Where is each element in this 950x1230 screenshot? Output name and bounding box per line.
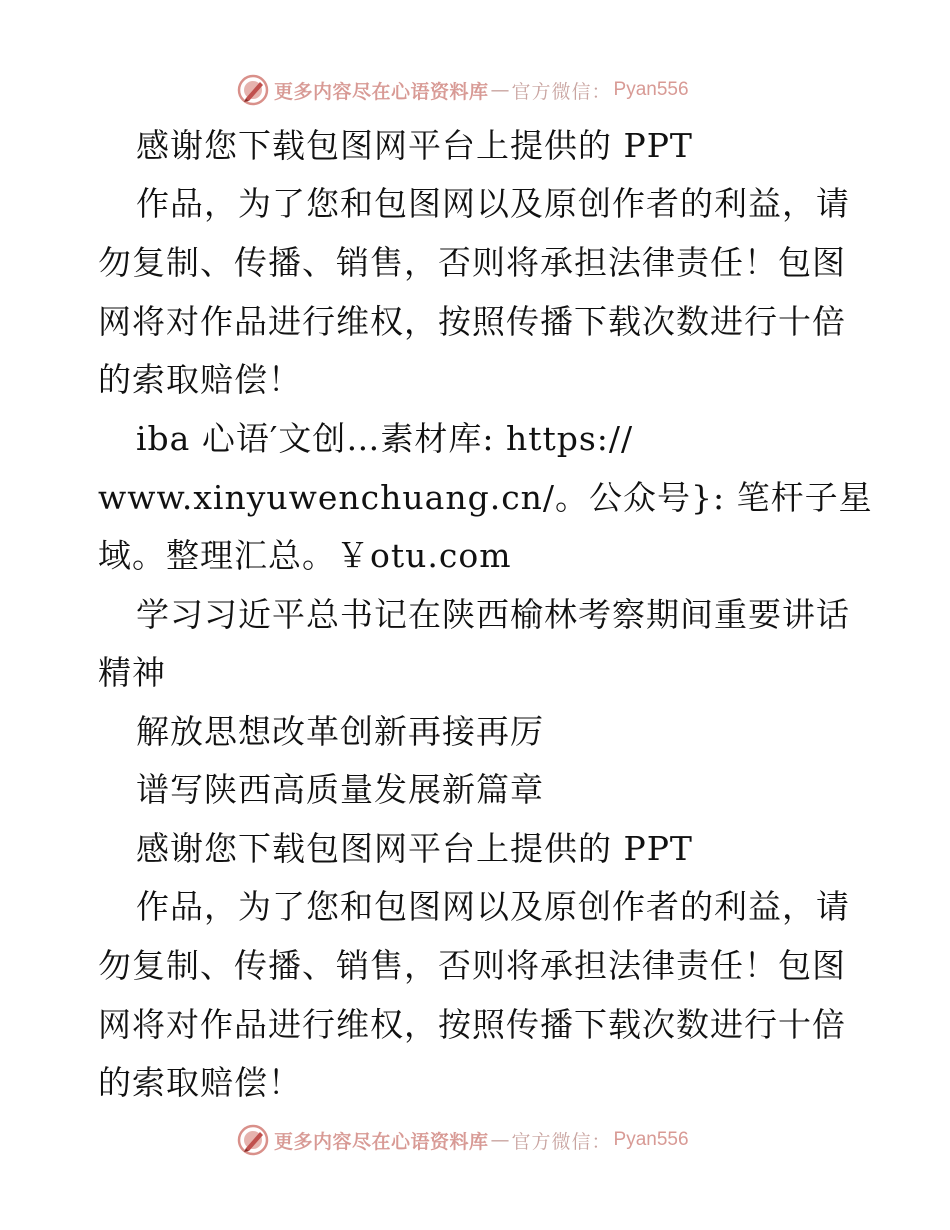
banner-dash: — xyxy=(490,79,510,101)
paragraph-line: www.xinyuwenchuang.cn/。公众号}: 笔杆子星 xyxy=(98,478,873,517)
paragraph-line: 感谢您下载包图网平台上提供的 PPT xyxy=(136,126,693,165)
paragraph-line: 的索取赔偿！ xyxy=(98,1063,302,1102)
site-name-text: 更多内容尽在心语资料库 xyxy=(274,80,489,103)
paragraph-line: 精神 xyxy=(98,653,166,692)
header-watermark-banner xyxy=(236,72,689,108)
wechat-id: Pyan556 xyxy=(613,79,689,100)
paragraph-line: 学习习近平总书记在陕西榆林考察期间重要讲话 xyxy=(136,595,850,634)
paragraph-line: 感谢您下载包图网平台上提供的 PPT xyxy=(136,829,693,868)
footer-watermark-banner xyxy=(236,1122,689,1158)
pen-logo-icon xyxy=(236,1123,270,1157)
site-name-text: 更多内容尽在心语资料库 xyxy=(274,1130,489,1153)
pen-logo-icon xyxy=(236,73,270,107)
paragraph-line: 勿复制、传播、销售，否则将承担法律责任！包图 xyxy=(98,946,846,985)
paragraph-line: 网将对作品进行维权，按照传播下载次数进行十倍 xyxy=(98,1005,846,1044)
paragraph-line: 的索取赔偿！ xyxy=(98,360,302,399)
banner-dash: — xyxy=(490,1129,510,1151)
paragraph-line: 域。整理汇总。￥otu.com xyxy=(98,536,512,575)
wechat-label: 官方微信： xyxy=(511,80,612,103)
paragraph-line: 勿复制、传播、销售，否则将承担法律责任！包图 xyxy=(98,243,846,282)
paragraph-line: 谱写陕西高质量发展新篇章 xyxy=(136,770,544,809)
paragraph-line: 作品，为了您和包图网以及原创作者的利益，请 xyxy=(136,887,850,926)
wechat-id: Pyan556 xyxy=(613,1129,689,1150)
paragraph-line: 网将对作品进行维权，按照传播下载次数进行十倍 xyxy=(98,302,846,341)
paragraph-line: 作品，为了您和包图网以及原创作者的利益，请 xyxy=(136,184,850,223)
paragraph-line: iba 心语′文创…素材库: https:// xyxy=(136,419,634,458)
wechat-label: 官方微信： xyxy=(511,1130,612,1153)
paragraph-line: 解放思想改革创新再接再厉 xyxy=(136,712,544,751)
